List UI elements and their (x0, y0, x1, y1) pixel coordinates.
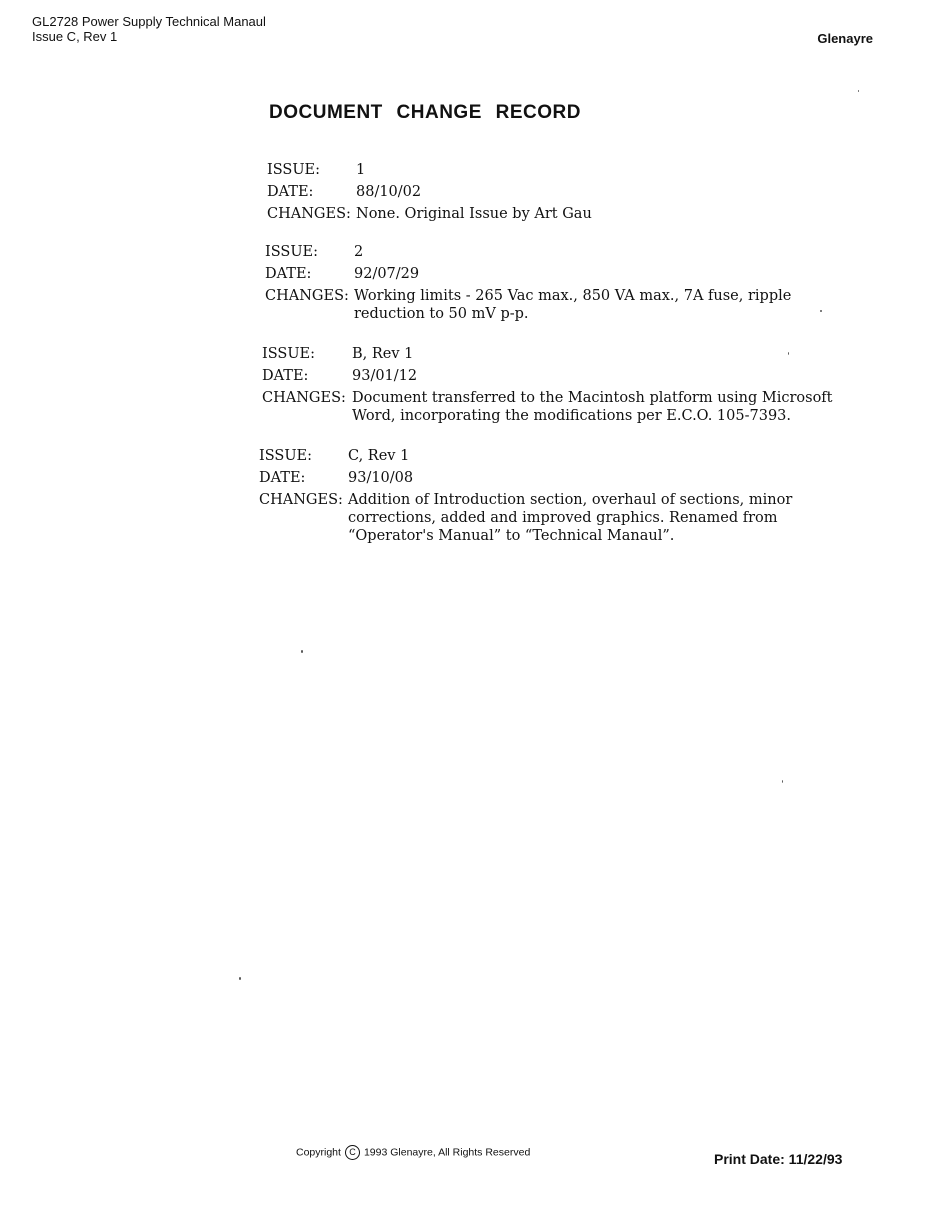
changes-label: CHANGES: (262, 390, 346, 406)
issue-label: ISSUE: (259, 448, 313, 464)
changes-label: CHANGES: (259, 492, 343, 508)
change-record-4 (259, 445, 819, 545)
copyright-text: 1993 Glenayre, All Rights Reserved (363, 1146, 531, 1159)
date-value: 93/10/08 (348, 470, 414, 486)
changes-label: CHANGES: (265, 288, 349, 304)
header-issue: Issue C, Rev 1 (32, 29, 118, 44)
copyright-symbol-icon: C (345, 1145, 360, 1160)
scan-speck (858, 90, 859, 92)
date-label: DATE: (262, 368, 309, 384)
changes-label: CHANGES: (267, 206, 351, 222)
scan-speck (820, 310, 822, 312)
header-company: Glenayre (817, 31, 873, 46)
page-title: DOCUMENT CHANGE RECORD (269, 102, 581, 123)
date-label: DATE: (265, 266, 312, 282)
scan-speck (239, 977, 241, 980)
date-label: DATE: (259, 470, 306, 486)
issue-value: B, Rev 1 (352, 346, 414, 362)
issue-value: 2 (354, 244, 364, 260)
scan-speck (788, 352, 789, 355)
copyright-notice (296, 1145, 530, 1160)
changes-value: Working limits - 265 Vac max., 850 VA max., 7A fuse, ripple reduction to 50 mV p-p. (354, 288, 792, 322)
issue-label: ISSUE: (265, 244, 319, 260)
page-header-left (32, 14, 266, 44)
changes-value: Document transferred to the Macintosh platform using Microsoft Word, incorporating the modifications per E.C.O. 105-7393. (352, 390, 833, 424)
date-value: 88/10/02 (356, 184, 422, 200)
issue-label: ISSUE: (262, 346, 316, 362)
issue-value: C, Rev 1 (348, 448, 410, 464)
issue-value: 1 (356, 162, 366, 178)
copyright-prefix: Copyright (296, 1146, 341, 1159)
changes-value: Addition of Introduction section, overhaul of sections, minor corrections, added and improved graphics. Renamed from “Operator's Manual” to “Technical Manaul”. (348, 492, 793, 544)
date-label: DATE: (267, 184, 314, 200)
scan-speck (782, 780, 783, 783)
change-record-1 (267, 159, 787, 225)
date-value: 93/01/12 (352, 368, 418, 384)
change-record-2 (265, 241, 810, 323)
date-value: 92/07/29 (354, 266, 420, 282)
changes-value: None. Original Issue by Art Gau (356, 206, 592, 222)
header-document-title: GL2728 Power Supply Technical Manaul (32, 14, 266, 29)
print-date: Print Date: 11/22/93 (714, 1151, 843, 1167)
issue-label: ISSUE: (267, 162, 321, 178)
scan-speck (301, 650, 303, 653)
change-record-3 (262, 343, 847, 425)
